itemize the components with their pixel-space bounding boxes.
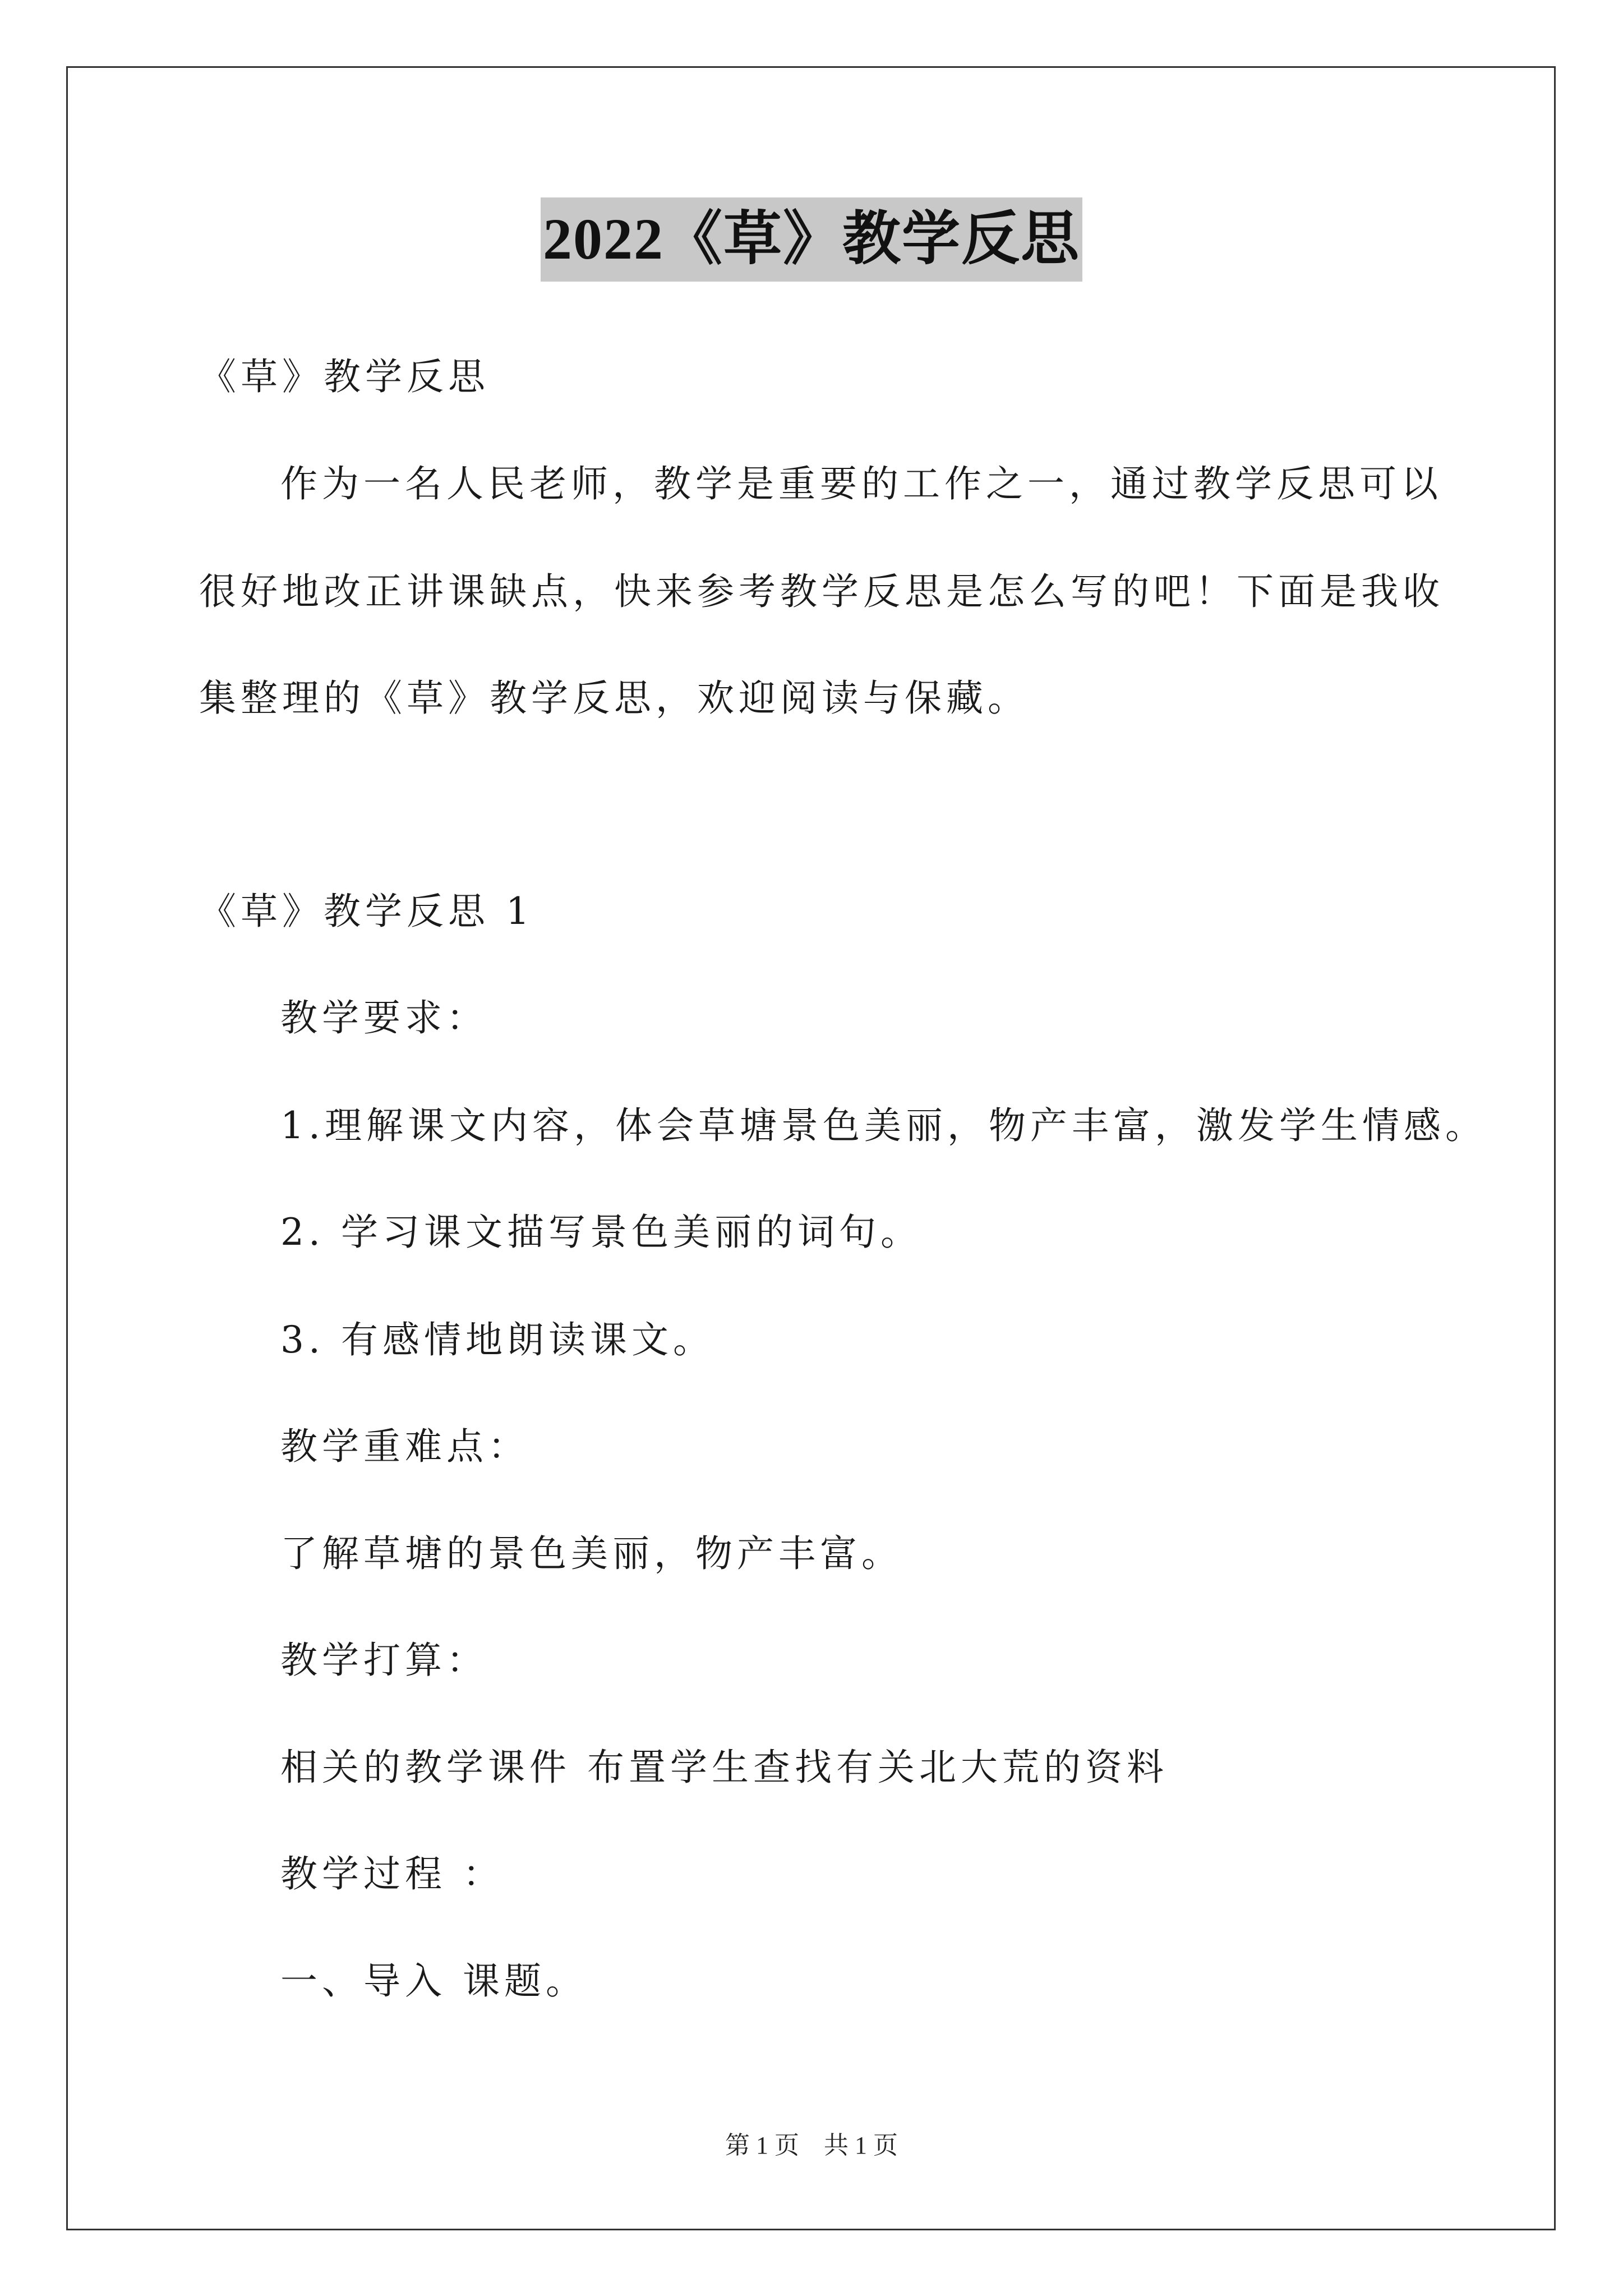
intro-line-3: 集整理的《草》教学反思，欢迎阅读与保藏。 xyxy=(199,677,1029,720)
intro-line-1: 作为一名人民老师，教学是重要的工作之一，通过教学反思可以 xyxy=(280,462,1442,505)
subtitle: 《草》教学反思 xyxy=(199,355,490,398)
body-line-10: 一、导入 课题。 xyxy=(280,1959,587,2003)
body-line-3: 2. 学习课文描写景色美丽的词句。 xyxy=(280,1211,922,1254)
body-line-2: 1.理解课文内容，体会草塘景色美丽，物产丰富，激发学生情感。 xyxy=(280,1104,1487,1147)
body-line-6: 了解草塘的景色美丽，物产丰富。 xyxy=(280,1532,903,1575)
document-title: 2022《草》教学反思 xyxy=(541,197,1082,282)
body-line-5: 教学重难点： xyxy=(280,1425,529,1468)
body-line-4: 3. 有感情地朗读课文。 xyxy=(280,1318,714,1361)
body-line-1: 教学要求： xyxy=(280,996,488,1039)
title-container xyxy=(0,197,1623,282)
page-number: 第 1 页 共 1 页 xyxy=(725,2132,898,2159)
intro-line-2: 很好地改正讲课缺点，快来参考教学反思是怎么写的吧！下面是我收 xyxy=(199,570,1444,613)
body-line-9: 教学过程 ： xyxy=(280,1852,504,1895)
body-line-7: 教学打算： xyxy=(280,1639,488,1682)
section-heading: 《草》教学反思 1 xyxy=(199,890,534,933)
body-line-8: 相关的教学课件 布置学生查找有关北大荒的资料 xyxy=(280,1746,1168,1789)
